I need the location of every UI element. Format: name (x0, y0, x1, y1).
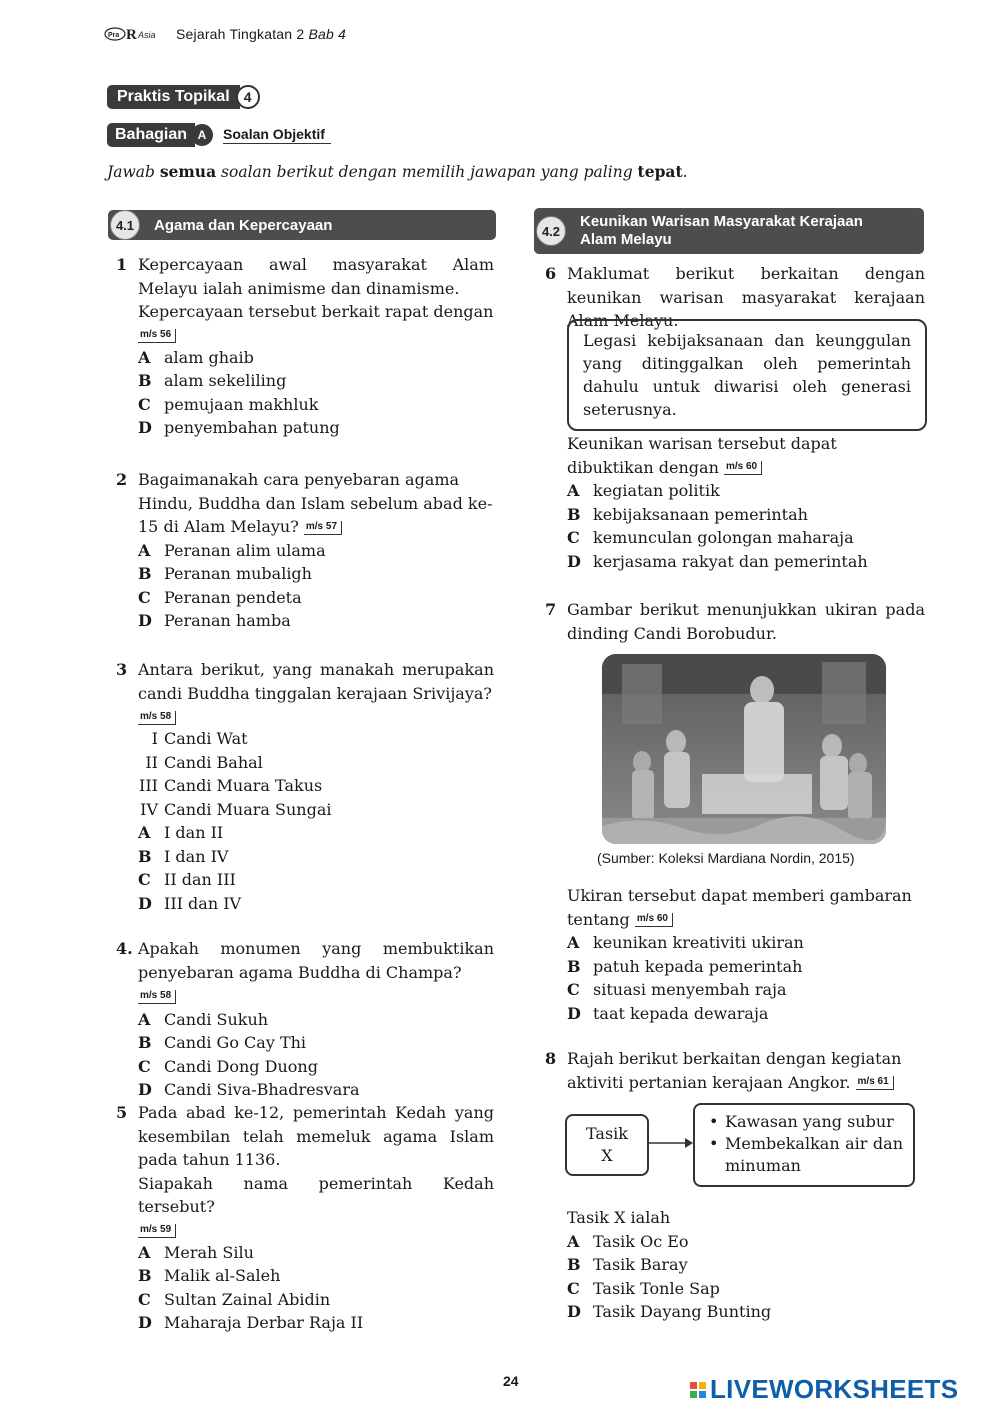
arrow-icon (645, 1130, 695, 1156)
instruction: Jawab semua soalan berikut dengan memilih jawapan yang paling tepat. (107, 162, 688, 181)
statement-iii: III Candi Muara Takus (139, 776, 323, 795)
page-ref-tag: m/s 61 (856, 1076, 894, 1090)
page-ref-tag: m/s 58 (138, 990, 176, 1004)
publisher-logo (104, 24, 170, 44)
statement-ii: II Candi Bahal (145, 752, 263, 772)
section-title: Agama dan Kepercayaan (154, 216, 333, 234)
book-title: Sejarah Tingkatan 2 (176, 26, 305, 42)
option-d[interactable]: D Peranan hamba (138, 611, 291, 630)
question-text: Siapakah nama pemerintah Kedah tersebut? (138, 1173, 494, 1216)
option-d[interactable]: D III dan IV (138, 893, 242, 913)
option-a[interactable]: A Tasik Oc Eo (567, 1231, 689, 1251)
svg-text:R: R (126, 27, 137, 43)
question-number: 5 (116, 1103, 128, 1122)
option-d[interactable]: D taat kepada dewaraja (567, 1003, 769, 1023)
option-d[interactable]: D Candi Siva-Bhadresvara (138, 1080, 360, 1099)
statement-i: I Candi Wat (151, 729, 248, 748)
option-d[interactable]: D Tasik Dayang Bunting (567, 1302, 772, 1321)
option-a[interactable]: A alam ghaib (138, 347, 254, 367)
question-text: Antara berikut, yang manakah merupakan candi Buddha tinggalan kerajaan Srivijaya? (138, 660, 494, 703)
option-a[interactable]: A keunikan kreativiti ukiran (567, 933, 804, 952)
question-number: 8 (545, 1049, 557, 1068)
liveworksheets-icon (690, 1382, 706, 1398)
section-title: Keunikan Warisan Masyarakat Kerajaan Alam Melayu (580, 213, 863, 248)
option-c[interactable]: C situasi menyembah raja (567, 980, 787, 999)
section-number: 4.2 (536, 216, 566, 246)
option-c[interactable]: C Peranan pendeta (138, 587, 302, 607)
question-text: Pada abad ke-12, pemerintah Kedah yang kesembilan telah memeluk agama Islam pada tahun 1136. (138, 1103, 494, 1169)
bahagian-label: Bahagian (107, 123, 195, 147)
diagram-box-tasik: Tasik X (565, 1114, 649, 1176)
option-a[interactable]: A Peranan alim ulama (138, 540, 326, 560)
option-c[interactable]: C Tasik Tonle Sap (567, 1278, 720, 1298)
option-b[interactable]: B Tasik Baray (567, 1255, 688, 1274)
borobudur-relief-photo (602, 654, 886, 844)
question-1 (116, 253, 494, 440)
photo-caption: (Sumber: Koleksi Mardiana Nordin, 2015) (597, 850, 855, 866)
diagram-box-features (693, 1103, 915, 1187)
question-text: Kepercayaan awal masyarakat Alam Melayu ialah animisme dan dinamisme. (138, 255, 494, 298)
question-text: Keunikan warisan tersebut dapat dibuktikan dengan m/s 60 (567, 434, 837, 477)
option-c[interactable]: C Sultan Zainal Abidin (138, 1289, 331, 1309)
option-b[interactable]: B I dan IV (138, 846, 229, 866)
svg-text:Pra: Pra (108, 32, 120, 39)
option-a[interactable]: A Candi Sukuh (138, 1009, 269, 1029)
option-c[interactable]: C pemujaan makhluk (138, 394, 319, 414)
bullet-item: • Membekalkan air dan minuman (709, 1134, 903, 1175)
svg-text:Asia: Asia (138, 30, 156, 40)
praktis-topikal-heading (107, 84, 260, 110)
option-d[interactable]: D Maharaja Derbar Raja II (138, 1313, 364, 1332)
page-ref-tag: m/s 60 (724, 461, 762, 475)
question-number: 1 (116, 255, 128, 274)
question-text: Gambar berikut menunjukkan ukiran pada dinding Candi Borobudur. (567, 600, 925, 643)
question-number: 6 (545, 264, 557, 283)
question-8-continued (545, 1206, 925, 1324)
page-ref-tag: m/s 58 (138, 711, 176, 725)
option-c[interactable]: C Candi Dong Duong (138, 1056, 318, 1076)
header-title (176, 26, 346, 42)
question-text: Kepercayaan tersebut berkait rapat dengan (138, 302, 494, 321)
option-b[interactable]: B alam sekeliling (138, 371, 287, 390)
option-b[interactable]: B patuh kepada pemerintah (567, 956, 803, 976)
bullet-item: • Kawasan yang subur (709, 1112, 894, 1131)
question-number: 2 (116, 470, 128, 489)
question-text: Bagaimanakah cara penyebaran agama Hindu, Buddha dan Islam sebelum abad ke-15 di Alam Melayu? m/s 57 (138, 470, 493, 536)
option-b[interactable]: B Candi Go Cay Thi (138, 1033, 307, 1052)
liveworksheets-logo[interactable] (690, 1374, 958, 1405)
question-5 (116, 1101, 494, 1335)
question-number: 3 (116, 660, 128, 679)
question-2 (116, 468, 494, 633)
option-b[interactable]: B kebijaksanaan pemerintah (567, 504, 808, 524)
praktis-label: Praktis Topikal (107, 85, 240, 109)
section-4-2-bar (534, 208, 924, 254)
page-ref-tag: m/s 57 (304, 521, 342, 535)
option-b[interactable]: B Peranan mubaligh (138, 564, 312, 583)
question-text: Maklumat berikut berkaitan dengan keunikan warisan masyarakat kerajaan Alam Melayu. (567, 264, 925, 330)
option-c[interactable]: C II dan III (138, 870, 236, 889)
option-a[interactable]: A Merah Silu (138, 1242, 254, 1262)
page-ref-tag: m/s 59 (138, 1224, 176, 1238)
option-a[interactable]: A kegiatan politik (567, 481, 720, 500)
info-box: Legasi kebijaksanaan dan keunggulan yang ditinggalkan oleh pemerintah dahulu untuk diwarisi oleh generasi seterusnya. (567, 319, 927, 431)
question-3 (116, 658, 494, 915)
relief-image (602, 654, 886, 844)
question-7-continued (545, 884, 925, 1025)
question-text: Rajah berikut berkaitan dengan kegiatan aktiviti pertanian kerajaan Angkor. m/s 61 (567, 1049, 902, 1092)
option-c[interactable]: C kemunculan golongan maharaja (567, 528, 854, 547)
section-number: 4.1 (110, 210, 140, 240)
question-number: 4. (116, 939, 133, 958)
page-ref-tag: m/s 60 (635, 913, 673, 927)
statement-iv: IV Candi Muara Sungai (140, 799, 332, 819)
section-4-1-bar (108, 210, 496, 240)
option-a[interactable]: A I dan II (138, 823, 224, 842)
question-text: Ukiran tersebut dapat memberi gambaran tentang m/s 60 (567, 886, 912, 929)
question-text: Tasik X ialah (567, 1208, 671, 1227)
question-7 (545, 598, 925, 645)
question-text: penyebaran agama Buddha di Champa? m/s 58 (138, 961, 494, 1008)
praktis-number: 4 (236, 85, 260, 109)
bahagian-heading (107, 122, 331, 148)
chapter-label: Bab 4 (308, 26, 347, 42)
question-4 (116, 937, 494, 1102)
question-text: Apakah monumen yang membuktikan (138, 939, 494, 958)
question-number: 7 (545, 600, 557, 619)
option-d[interactable]: D penyembahan patung (138, 418, 340, 437)
question-6-continued (545, 432, 925, 573)
question-8 (545, 1047, 925, 1094)
option-d[interactable]: D kerjasama rakyat dan pemerintah (567, 551, 868, 571)
page-ref-tag: m/s 56 (138, 329, 176, 343)
bahagian-subtitle: Soalan Objektif (223, 126, 331, 144)
page-number: 24 (503, 1373, 519, 1389)
bahagian-letter: A (191, 124, 213, 146)
brand-name: LIVEWORKSHEETS (710, 1374, 959, 1404)
option-b[interactable]: B Malik al-Saleh (138, 1266, 281, 1285)
